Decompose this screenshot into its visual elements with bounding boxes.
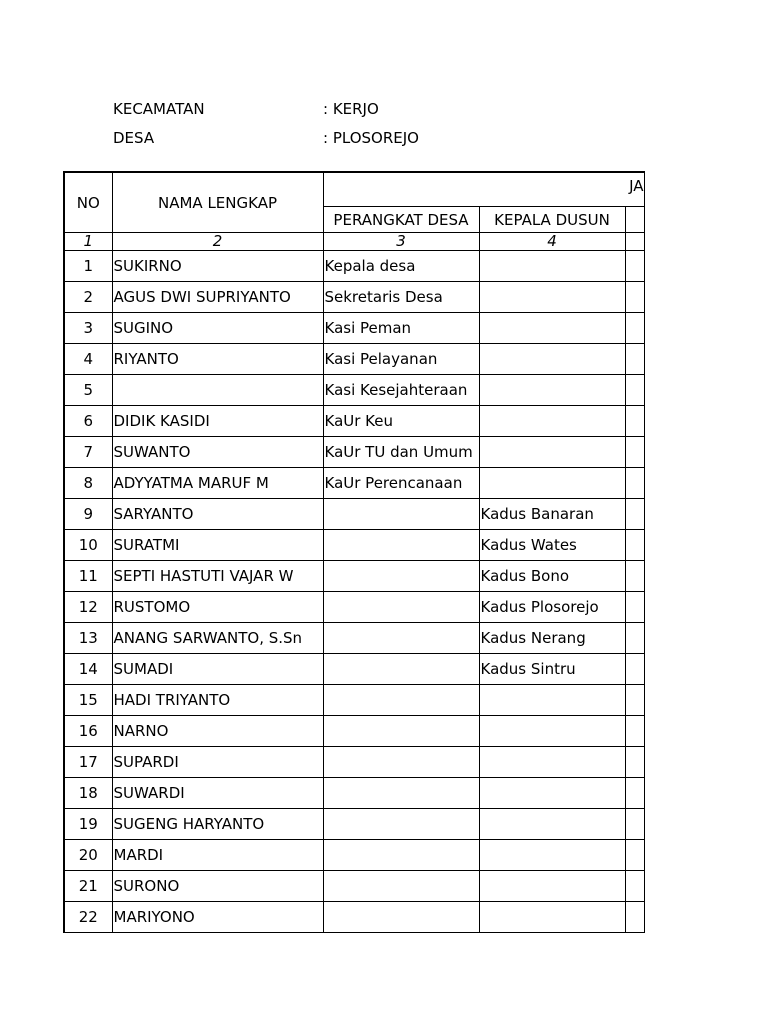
cut-cell — [625, 406, 644, 437]
table-row — [64, 840, 644, 871]
header-no: NO — [64, 172, 112, 233]
desa-value: : PLOSOREJO — [323, 129, 419, 147]
header-jabatan-group: JA — [323, 172, 644, 207]
perangkat-desa-cell: Sekretaris Desa — [323, 282, 479, 313]
table-row — [64, 747, 644, 778]
perangkat-desa-cell: KaUr Keu — [323, 406, 479, 437]
kepala-dusun-cell — [479, 778, 625, 809]
cut-cell — [625, 685, 644, 716]
officials-table — [63, 171, 645, 933]
column-number: 1 — [64, 233, 112, 251]
table-row — [64, 716, 644, 747]
table-row — [64, 344, 644, 375]
perangkat-desa-cell — [323, 716, 479, 747]
nama-lengkap-cell: MARIYONO — [112, 902, 323, 933]
cut-cell — [625, 871, 644, 902]
nama-lengkap-cell: ADYYATMA MARUF M — [112, 468, 323, 499]
row-number-cell: 8 — [64, 468, 112, 499]
cut-cell — [625, 530, 644, 561]
officials-table-container — [63, 171, 644, 929]
cut-cell — [625, 902, 644, 933]
perangkat-desa-cell — [323, 809, 479, 840]
perangkat-desa-cell — [323, 623, 479, 654]
perangkat-desa-cell — [323, 685, 479, 716]
row-number-cell: 2 — [64, 282, 112, 313]
nama-lengkap-cell: DIDIK KASIDI — [112, 406, 323, 437]
table-row — [64, 778, 644, 809]
nama-lengkap-cell: SUKIRNO — [112, 251, 323, 282]
cut-cell — [625, 747, 644, 778]
table-header — [64, 172, 644, 251]
kepala-dusun-cell: Kadus Sintru — [479, 654, 625, 685]
desa-label: DESA — [113, 129, 155, 147]
cut-cell — [625, 840, 644, 871]
nama-lengkap-cell: SUPARDI — [112, 747, 323, 778]
row-number-cell: 20 — [64, 840, 112, 871]
nama-lengkap-cell: HADI TRIYANTO — [112, 685, 323, 716]
row-number-cell: 7 — [64, 437, 112, 468]
perangkat-desa-cell — [323, 561, 479, 592]
cut-cell — [625, 623, 644, 654]
kepala-dusun-cell — [479, 871, 625, 902]
kepala-dusun-cell — [479, 840, 625, 871]
kepala-dusun-cell: Kadus Plosorejo — [479, 592, 625, 623]
column-number: 3 — [323, 233, 479, 251]
nama-lengkap-cell: NARNO — [112, 716, 323, 747]
cut-cell — [625, 592, 644, 623]
header-kepala-dusun: KEPALA DUSUN — [479, 207, 625, 233]
table-row — [64, 282, 644, 313]
kepala-dusun-cell: Kadus Banaran — [479, 499, 625, 530]
cut-cell — [625, 716, 644, 747]
header-cut-cell — [625, 207, 644, 233]
table-row — [64, 251, 644, 282]
table-row — [64, 499, 644, 530]
nama-lengkap-cell: ANANG SARWANTO, S.Sn — [112, 623, 323, 654]
nama-lengkap-cell: SURONO — [112, 871, 323, 902]
table-row — [64, 592, 644, 623]
kepala-dusun-cell — [479, 902, 625, 933]
row-number-cell: 21 — [64, 871, 112, 902]
perangkat-desa-cell — [323, 747, 479, 778]
header-perangkat-desa: PERANGKAT DESA — [323, 207, 479, 233]
row-number-cell: 3 — [64, 313, 112, 344]
row-number-cell: 1 — [64, 251, 112, 282]
row-number-cell: 18 — [64, 778, 112, 809]
table-row — [64, 902, 644, 933]
row-number-cell: 22 — [64, 902, 112, 933]
cut-cell — [625, 313, 644, 344]
kepala-dusun-cell — [479, 468, 625, 499]
perangkat-desa-cell: Kasi Pelayanan — [323, 344, 479, 375]
perangkat-desa-cell — [323, 530, 479, 561]
nama-lengkap-cell: SEPTI HASTUTI VAJAR W — [112, 561, 323, 592]
cut-cell — [625, 375, 644, 406]
row-number-cell: 5 — [64, 375, 112, 406]
row-number-cell: 11 — [64, 561, 112, 592]
perangkat-desa-cell — [323, 902, 479, 933]
cut-cell — [625, 809, 644, 840]
nama-lengkap-cell: SUGINO — [112, 313, 323, 344]
nama-lengkap-cell: RUSTOMO — [112, 592, 323, 623]
perangkat-desa-cell: Kasi Peman — [323, 313, 479, 344]
kepala-dusun-cell — [479, 437, 625, 468]
nama-lengkap-cell: SUWANTO — [112, 437, 323, 468]
cut-cell — [625, 499, 644, 530]
table-row — [64, 685, 644, 716]
kepala-dusun-cell: Kadus Nerang — [479, 623, 625, 654]
cut-cell — [625, 437, 644, 468]
kepala-dusun-cell — [479, 344, 625, 375]
column-number: 4 — [479, 233, 625, 251]
perangkat-desa-cell — [323, 840, 479, 871]
kepala-dusun-cell — [479, 716, 625, 747]
cut-cell — [625, 468, 644, 499]
kepala-dusun-cell — [479, 809, 625, 840]
nama-lengkap-cell: MARDI — [112, 840, 323, 871]
kepala-dusun-cell — [479, 685, 625, 716]
table-row — [64, 530, 644, 561]
row-number-cell: 6 — [64, 406, 112, 437]
column-number: 2 — [112, 233, 323, 251]
row-number-cell: 13 — [64, 623, 112, 654]
table-row — [64, 313, 644, 344]
nama-lengkap-cell: SUWARDI — [112, 778, 323, 809]
nama-lengkap-cell: RIYANTO — [112, 344, 323, 375]
row-number-cell: 10 — [64, 530, 112, 561]
table-row — [64, 871, 644, 902]
perangkat-desa-cell — [323, 871, 479, 902]
nama-lengkap-cell: SUGENG HARYANTO — [112, 809, 323, 840]
header-nama-lengkap: NAMA LENGKAP — [112, 172, 323, 233]
kepala-dusun-cell — [479, 282, 625, 313]
kepala-dusun-cell: Kadus Bono — [479, 561, 625, 592]
row-number-cell: 12 — [64, 592, 112, 623]
column-number-row — [64, 233, 644, 251]
row-number-cell: 4 — [64, 344, 112, 375]
kepala-dusun-cell — [479, 313, 625, 344]
kepala-dusun-cell — [479, 747, 625, 778]
perangkat-desa-cell: KaUr Perencanaan — [323, 468, 479, 499]
perangkat-desa-cell — [323, 778, 479, 809]
nama-lengkap-cell: AGUS DWI SUPRIYANTO — [112, 282, 323, 313]
nama-lengkap-cell — [112, 375, 323, 406]
nama-lengkap-cell: SUMADI — [112, 654, 323, 685]
cut-cell — [625, 251, 644, 282]
row-number-cell: 19 — [64, 809, 112, 840]
kepala-dusun-cell — [479, 251, 625, 282]
table-row — [64, 561, 644, 592]
cut-cell — [625, 778, 644, 809]
table-row — [64, 437, 644, 468]
table-row — [64, 375, 644, 406]
cut-cell — [625, 344, 644, 375]
row-number-cell: 9 — [64, 499, 112, 530]
table-row — [64, 468, 644, 499]
table-row — [64, 654, 644, 685]
perangkat-desa-cell: Kepala desa — [323, 251, 479, 282]
perangkat-desa-cell: KaUr TU dan Umum — [323, 437, 479, 468]
nama-lengkap-cell: SURATMI — [112, 530, 323, 561]
kepala-dusun-cell: Kadus Wates — [479, 530, 625, 561]
table-row — [64, 623, 644, 654]
cut-cell — [625, 561, 644, 592]
kepala-dusun-cell — [479, 406, 625, 437]
table-row — [64, 809, 644, 840]
perangkat-desa-cell: Kasi Kesejahteraan — [323, 375, 479, 406]
kecamatan-label: KECAMATAN — [113, 100, 205, 118]
row-number-cell: 15 — [64, 685, 112, 716]
cut-cell — [625, 654, 644, 685]
nama-lengkap-cell: SARYANTO — [112, 499, 323, 530]
row-number-cell: 16 — [64, 716, 112, 747]
perangkat-desa-cell — [323, 592, 479, 623]
perangkat-desa-cell — [323, 499, 479, 530]
kecamatan-value: : KERJO — [323, 100, 379, 118]
kepala-dusun-cell — [479, 375, 625, 406]
table-body — [64, 251, 644, 933]
table-row — [64, 406, 644, 437]
perangkat-desa-cell — [323, 654, 479, 685]
row-number-cell: 14 — [64, 654, 112, 685]
cut-cell — [625, 282, 644, 313]
row-number-cell: 17 — [64, 747, 112, 778]
column-number-cut — [625, 233, 644, 251]
